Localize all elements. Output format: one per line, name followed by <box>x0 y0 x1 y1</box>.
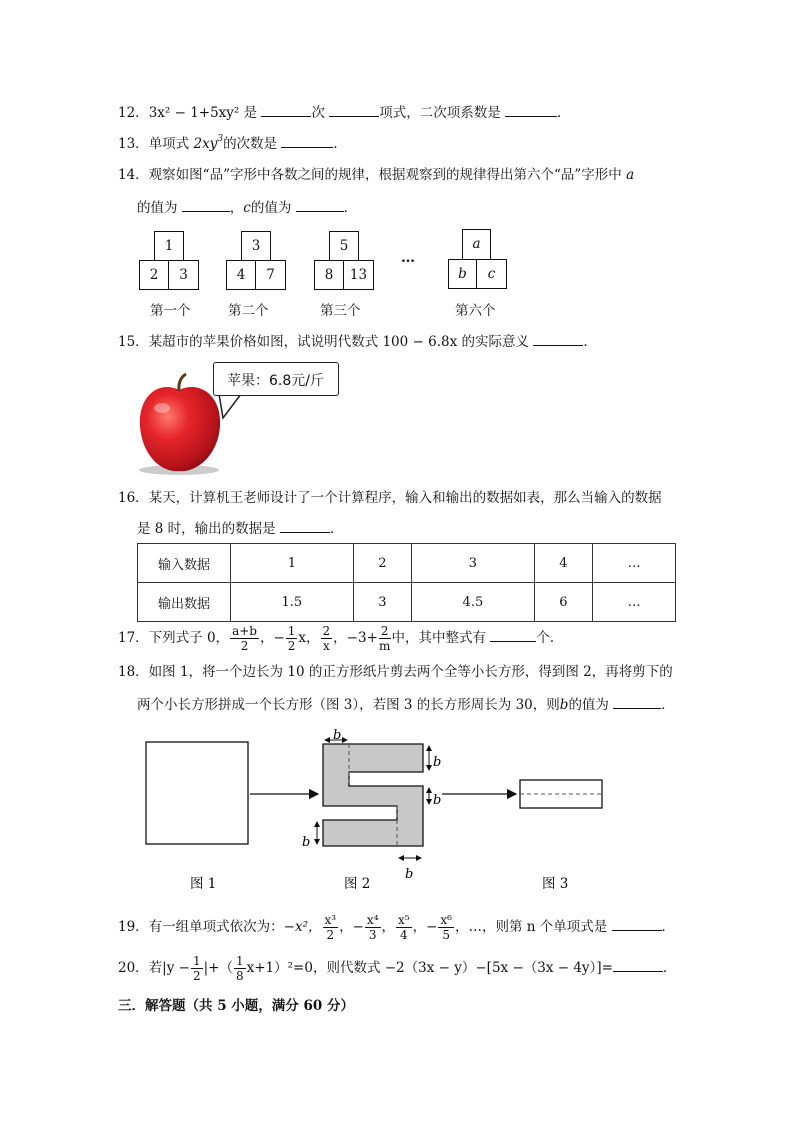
question-15: 15．某超市的苹果价格如图，试说明代数式 100 − 6.8x 的实际意义 ． <box>118 331 597 352</box>
square-figure <box>146 742 248 844</box>
s-shape-figure <box>323 744 423 846</box>
cutting-diagram <box>140 728 610 898</box>
question-12: 12．3x² − 1+5xy² 是 次 项式，二次项系数是 ． <box>118 102 571 123</box>
question-20: 20．若|y − $\frac{1}{2}$ |+（ $\frac{1}{8}$ x+1）²=0，则代数式 −2（3x − y）−[5x −（3x − 4y）]= ． <box>118 954 677 983</box>
answer-blank[interactable] <box>280 518 330 533</box>
question-17: 17．下列式子 0， $\frac{a+b}{2}$ ，− $\frac{1}{2}$ x， $\frac{2}{x}$ ，−3+ $\frac{2}{m}$ 中，其中整式有 个． <box>118 624 564 653</box>
answer-blank[interactable] <box>296 197 344 212</box>
b-label: b <box>433 793 442 808</box>
question-18-line2: 两个小长方形拼成一个长方形（图 3），若图 3 的长方形周长为 30，则b的值为 ． <box>137 694 675 715</box>
caption: 图 1 <box>190 876 217 892</box>
answer-blank[interactable] <box>533 331 583 346</box>
caption: 图 2 <box>344 876 371 892</box>
question-14-line1: 14．观察如图“品”字形中各数之间的规律，根据观察到的规律得出第六个“品”字形中 a <box>118 167 635 183</box>
answer-blank[interactable] <box>182 197 230 212</box>
answer-blank[interactable] <box>505 102 557 117</box>
io-table <box>137 543 676 622</box>
monomial: $2xy^3$ <box>193 134 224 152</box>
question-18-line1: 18．如图 1，将一个边长为 10 的正方形纸片剪去两个全等小长方形，得到图 2，再将剪下的 <box>118 664 673 680</box>
b-label: b <box>302 835 311 850</box>
b-label: b <box>433 755 442 770</box>
table-row: 输出数据 1.5 3 4.5 6 … <box>138 583 676 622</box>
ellipsis: … <box>401 250 415 266</box>
question-14-line2: 的值为 ，c的值为 ． <box>137 197 357 218</box>
answer-blank[interactable] <box>612 916 662 931</box>
section-heading: 三．解答题（共 5 小题，满分 60 分） <box>118 998 354 1014</box>
b-label: b <box>405 867 414 882</box>
answer-blank[interactable] <box>490 627 536 642</box>
answer-blank[interactable] <box>329 102 379 117</box>
bubble-pointer <box>205 392 245 422</box>
question-13: 13．单项式 $2xy^3$的次数是 ． <box>118 134 347 152</box>
answer-blank[interactable] <box>261 102 311 117</box>
b-label: b <box>333 728 342 743</box>
rectangle-figure <box>520 780 602 808</box>
price-bubble: 苹果：6.8元/斤 <box>213 362 339 396</box>
question-19: 19．有一组单项式依次为：−x²， $\frac{\text{x³}}{2}$ ，− $\frac{\text{x⁴}}{3}$ ， $\frac{\text{x⁵}}{4}$ ，− $\frac{\text{x⁶}}{5}$ ，…，则第 n 个单项式是 ． <box>118 913 676 942</box>
answer-blank[interactable] <box>613 694 661 709</box>
table-row: 输入数据 1 2 3 4 … <box>138 544 676 583</box>
caption: 图 3 <box>542 876 569 892</box>
question-16-line2: 是 8 时，输出的数据是 ． <box>137 518 343 539</box>
question-16-line1: 16．某天，计算机王老师设计了一个计算程序，输入和输出的数据如表，那么当输入的数据 <box>118 490 662 506</box>
answer-blank[interactable] <box>281 133 333 148</box>
answer-blank[interactable] <box>613 957 663 972</box>
